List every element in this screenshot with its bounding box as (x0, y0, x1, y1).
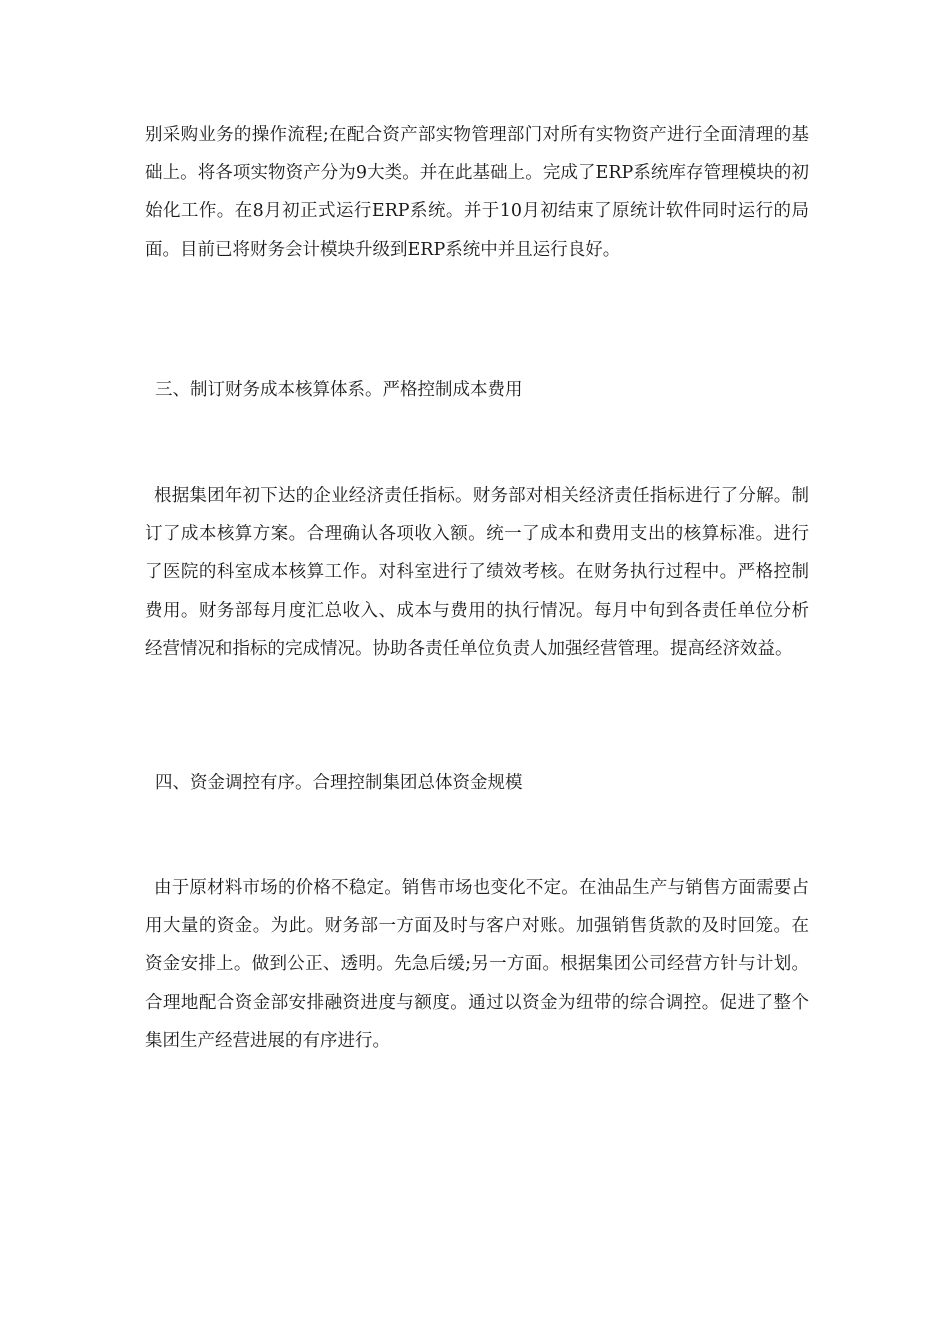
paragraph-cost-control: 根据集团年初下达的企业经济责任指标。财务部对相关经济责任指标进行了分解。制订了成本核算方案。合理确认各项收入额。统一了成本和费用支出的核算标准。进行了医院的科室成本核算工作。对科室进行了绩效考核。在财务执行过程中。严格控制费用。财务部每月度汇总收入、成本与费用的执行情况。每月中旬到各责任单位分析经营情况和指标的完成情况。协助各责任单位负责人加强经营管理。提高经济效益。 (145, 486, 809, 659)
paragraph-fund-management: 由于原材料市场的价格不稳定。销售市场也变化不定。在油品生产与销售方面需要占用大量的资金。为此。财务部一方面及时与客户对账。加强销售货款的及时回笼。在资金安排上。做到公正、透明。先急后缓;另一方面。根据集团公司经营方针与计划。合理地配合资金部安排融资进度与额度。通过以资金为纽带的综合调控。促进了整个集团生产经营进展的有序进行。 (145, 878, 809, 1051)
section-heading-cost-accounting: 三、制订财务成本核算体系。严格控制成本费用 (155, 380, 523, 400)
paragraph-erp-implementation: 别采购业务的操作流程;在配合资产部实物管理部门对所有实物资产进行全面清理的基础上。将各项实物资产分为9大类。并在此基础上。完成了ERP系统库存管理模块的初始化工作。在8月初正式运行ERP系统。并于10月初结束了原统计软件同时运行的局面。目前已将财务会计模块升级到ERP系统中并且运行良好。 (145, 125, 809, 260)
section-heading-fund-control: 四、资金调控有序。合理控制集团总体资金规模 (155, 773, 523, 793)
